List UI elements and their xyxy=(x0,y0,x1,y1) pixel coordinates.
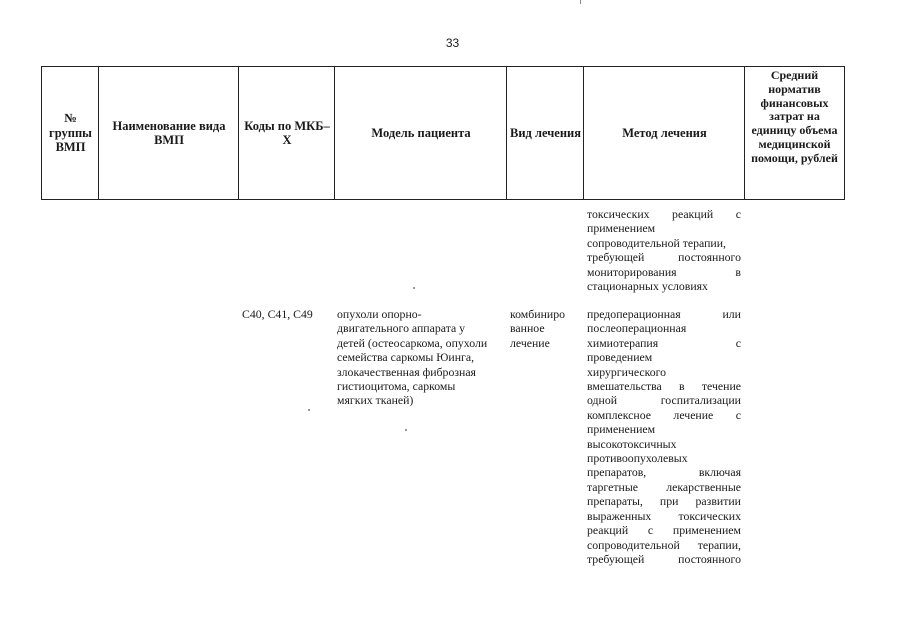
text-line: выраженных токсических xyxy=(587,508,741,523)
text-line: опухоли опорно- xyxy=(337,307,422,321)
text-line: применением xyxy=(587,221,656,236)
treatment-type-cell xyxy=(510,307,582,350)
text-line: детей (остеосаркома, опухоли xyxy=(337,335,488,350)
text-line: послеоперационная xyxy=(587,321,687,336)
text-line: семейства саркомы Юинга, xyxy=(337,350,475,365)
text-line: гистиоцитома, саркомы xyxy=(337,379,456,394)
text-line: стационарных условиях xyxy=(587,279,708,294)
text-line: одной госпитализации xyxy=(587,393,741,408)
text-line: лечение xyxy=(510,335,550,350)
text-line: комплексное лечение с xyxy=(587,407,741,422)
text-line: предоперационная или xyxy=(587,307,741,321)
text-line: сопроводительной терапии, xyxy=(587,235,726,250)
text-line: требующей постоянного xyxy=(587,551,741,566)
header-vmp-name: Наименование вида ВМП xyxy=(98,66,239,200)
scan-speck xyxy=(405,429,407,431)
text-line: препараты, при развитии xyxy=(587,494,741,509)
text-line: двигательного аппарата у xyxy=(337,321,466,336)
header-group-number: № группы ВМП xyxy=(41,66,99,200)
text-line: злокачественная фиброзная xyxy=(337,364,476,379)
text-line: таргетные лекарственные xyxy=(587,479,741,494)
header-icd-codes: Коды по МКБ–Х xyxy=(238,66,335,200)
text-line: вмешательства в течение xyxy=(587,379,741,394)
header-treatment-method: Метод лечения xyxy=(583,66,745,200)
text-line: реакций с применением xyxy=(587,523,741,538)
text-line: токсических реакций с xyxy=(587,207,741,221)
scan-speck xyxy=(308,409,310,411)
text-line: мониторирования в xyxy=(587,264,741,279)
text-line: комбиниро xyxy=(510,307,566,321)
header-treatment-type: Вид лечения xyxy=(506,66,584,200)
page-number: 33 xyxy=(445,36,460,50)
text-line: применением xyxy=(587,422,656,437)
scan-speck xyxy=(580,0,581,4)
text-line: химиотерапия с xyxy=(587,335,741,350)
text-line: противоопухолевых xyxy=(587,451,688,466)
text-line: ванное xyxy=(510,321,545,336)
header-average-cost: Средний норматив финансовых затрат на единицу объема медицинской помощи, рублей xyxy=(744,66,845,200)
text-line: сопроводительной терапии, xyxy=(587,537,741,552)
text-line: требующей постоянного xyxy=(587,250,741,265)
text-line: препаратов, включая xyxy=(587,465,741,480)
treatment-method-cell xyxy=(587,307,741,566)
text-line: хирургического xyxy=(587,364,667,379)
continuation-text xyxy=(587,207,741,293)
text-line: проведением xyxy=(587,350,653,365)
scan-speck xyxy=(413,287,415,289)
icd-codes-cell: C40, C41, C49 xyxy=(242,307,313,321)
header-patient-model: Модель пациента xyxy=(334,66,507,200)
text-line: высокотоксичных xyxy=(587,436,677,451)
patient-model-cell xyxy=(337,307,509,408)
text-line: мягких тканей) xyxy=(337,393,414,408)
